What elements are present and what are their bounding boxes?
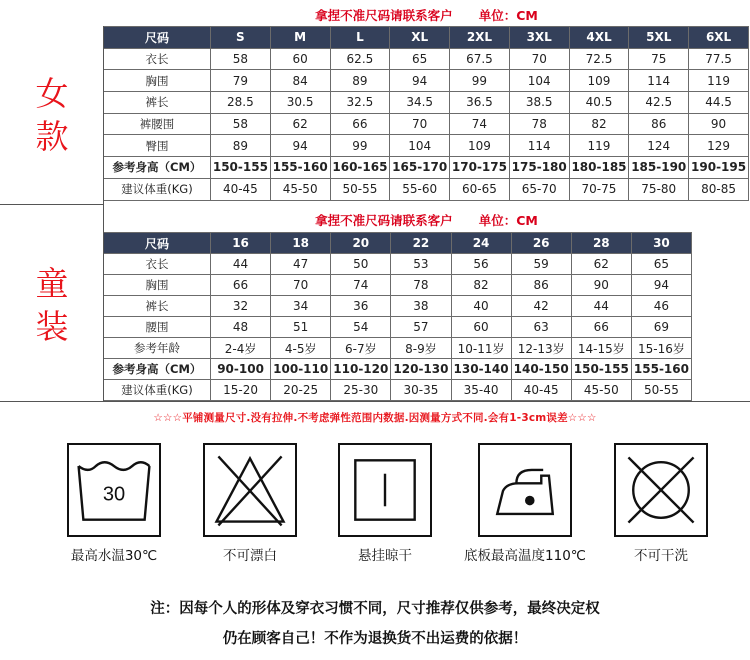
table-row xyxy=(104,157,749,179)
kids-label-char-2: 装 xyxy=(35,307,69,346)
size-column-header: S xyxy=(211,27,271,49)
table-cell: 140-150 xyxy=(511,359,571,380)
size-column-header: 26 xyxy=(511,233,571,254)
table-cell: 28.5 xyxy=(211,92,271,114)
table-cell: 74 xyxy=(450,113,510,135)
table-cell: 175-180 xyxy=(509,157,569,179)
table-cell: 65 xyxy=(631,254,691,275)
table-cell: 40 xyxy=(451,296,511,317)
size-column-header: XL xyxy=(390,27,450,49)
table-cell: 79 xyxy=(211,70,271,92)
table-row xyxy=(104,338,692,359)
hang-dry-icon xyxy=(338,443,432,537)
table-row xyxy=(104,48,749,70)
table-cell: 150-155 xyxy=(571,359,631,380)
table-cell: 63 xyxy=(511,317,571,338)
table-cell: 150-155 xyxy=(211,157,271,179)
size-column-header: 18 xyxy=(271,233,331,254)
care-label-iron: 底板最高温度110℃ xyxy=(464,548,586,564)
women-table-body xyxy=(104,48,749,200)
row-label: 裤长 xyxy=(104,296,211,317)
table-cell: 65-70 xyxy=(509,178,569,200)
table-cell: 58 xyxy=(211,48,271,70)
table-cell: 170-175 xyxy=(450,157,510,179)
table-cell: 165-170 xyxy=(390,157,450,179)
table-cell: 40.5 xyxy=(569,92,629,114)
kids-size-table xyxy=(103,232,692,401)
table-cell: 51 xyxy=(271,317,331,338)
size-column-header: 5XL xyxy=(629,27,689,49)
table-cell: 119 xyxy=(689,70,749,92)
table-cell: 72.5 xyxy=(569,48,629,70)
size-column-header: 16 xyxy=(211,233,271,254)
table-cell: 120-130 xyxy=(391,359,451,380)
women-unit-text: 单位：CM xyxy=(478,8,538,23)
table-cell: 53 xyxy=(391,254,451,275)
table-row xyxy=(104,70,749,92)
size-column-header: 30 xyxy=(631,233,691,254)
table-cell: 66 xyxy=(211,275,271,296)
kids-header-row xyxy=(104,233,692,254)
table-cell: 110-120 xyxy=(331,359,391,380)
table-row xyxy=(104,178,749,200)
table-cell: 62.5 xyxy=(330,48,390,70)
table-cell: 100-110 xyxy=(271,359,331,380)
table-cell: 60 xyxy=(270,48,330,70)
table-cell: 86 xyxy=(511,275,571,296)
left-column-border xyxy=(103,26,104,402)
table-cell: 58 xyxy=(211,113,271,135)
table-cell: 12-13岁 xyxy=(511,338,571,359)
table-cell: 70 xyxy=(271,275,331,296)
row-label: 胸围 xyxy=(104,70,211,92)
table-cell: 104 xyxy=(390,135,450,157)
sizing-note-line-2: 仍在顾客自己！不作为退换货不出运费的依据！ xyxy=(222,631,528,647)
wash-30-icon xyxy=(67,443,161,537)
sizing-note-line-1: 注：因每个人的形体及穿衣习惯不同，尺寸推荐仅供参考，最终决定权 xyxy=(150,601,600,617)
table-cell: 109 xyxy=(450,135,510,157)
table-cell: 38 xyxy=(391,296,451,317)
row-label: 腰围 xyxy=(104,317,211,338)
size-column-header: 2XL xyxy=(450,27,510,49)
table-cell: 65 xyxy=(390,48,450,70)
size-column-header: 3XL xyxy=(509,27,569,49)
row-label: 参考身高（CM） xyxy=(104,359,211,380)
table-cell: 44 xyxy=(571,296,631,317)
table-cell: 50 xyxy=(331,254,391,275)
care-label-no-dry-clean: 不可干洗 xyxy=(634,548,688,564)
table-cell: 50-55 xyxy=(330,178,390,200)
table-cell: 82 xyxy=(569,113,629,135)
table-cell: 77.5 xyxy=(689,48,749,70)
table-cell: 45-50 xyxy=(270,178,330,200)
women-notice-text: 拿捏不准尺码请联系客户 xyxy=(315,8,453,23)
table-cell: 75 xyxy=(629,48,689,70)
table-cell: 8-9岁 xyxy=(391,338,451,359)
table-cell: 104 xyxy=(509,70,569,92)
table-cell: 55-60 xyxy=(390,178,450,200)
table-cell: 70 xyxy=(390,113,450,135)
table-cell: 66 xyxy=(571,317,631,338)
women-size-notice xyxy=(104,6,749,24)
table-cell: 14-15岁 xyxy=(571,338,631,359)
table-row xyxy=(104,275,692,296)
table-cell: 60-65 xyxy=(450,178,510,200)
size-column-header: 4XL xyxy=(569,27,629,49)
size-header-cell: 尺码 xyxy=(104,233,211,254)
row-label: 衣长 xyxy=(104,48,211,70)
table-cell: 6-7岁 xyxy=(331,338,391,359)
table-cell: 34.5 xyxy=(390,92,450,114)
row-label: 裤腰围 xyxy=(104,113,211,135)
kids-unit-text: 单位：CM xyxy=(478,213,538,228)
table-cell: 75-80 xyxy=(629,178,689,200)
table-cell: 129 xyxy=(689,135,749,157)
size-column-header: L xyxy=(330,27,390,49)
table-cell: 40-45 xyxy=(211,178,271,200)
table-cell: 155-160 xyxy=(270,157,330,179)
table-cell: 109 xyxy=(569,70,629,92)
table-cell: 89 xyxy=(211,135,271,157)
table-row xyxy=(104,92,749,114)
table-cell: 42 xyxy=(511,296,571,317)
table-cell: 42.5 xyxy=(629,92,689,114)
size-header-cell: 尺码 xyxy=(104,27,211,49)
table-cell: 119 xyxy=(569,135,629,157)
table-row xyxy=(104,359,692,380)
section-divider xyxy=(0,204,104,205)
table-cell: 62 xyxy=(571,254,631,275)
table-cell: 2-4岁 xyxy=(211,338,271,359)
table-cell: 99 xyxy=(450,70,510,92)
table-cell: 10-11岁 xyxy=(451,338,511,359)
table-row xyxy=(104,317,692,338)
table-cell: 89 xyxy=(330,70,390,92)
women-label-char-1: 女 xyxy=(35,74,69,113)
women-header-row xyxy=(104,27,749,49)
table-cell: 45-50 xyxy=(571,380,631,401)
size-column-header: M xyxy=(270,27,330,49)
size-column-header: 22 xyxy=(391,233,451,254)
table-cell: 59 xyxy=(511,254,571,275)
table-row xyxy=(104,380,692,401)
care-label-no-bleach: 不可漂白 xyxy=(223,548,277,564)
table-row xyxy=(104,113,749,135)
table-cell: 30.5 xyxy=(270,92,330,114)
measurement-disclaimer: ☆☆☆平铺测量尺寸.没有拉伸.不考虑弹性范围内数据.因测量方式不同.会有1-3cm误差☆☆☆ xyxy=(153,412,597,424)
table-row xyxy=(104,254,692,275)
no-bleach-icon xyxy=(203,443,297,537)
kids-table-body xyxy=(104,254,692,401)
kids-label-char-1: 童 xyxy=(35,264,69,303)
no-dry-clean-icon xyxy=(614,443,708,537)
care-instructions xyxy=(0,443,750,573)
table-cell: 30-35 xyxy=(391,380,451,401)
care-label-wash: 最高水温30℃ xyxy=(70,548,158,564)
care-label-hang-dry: 悬挂晾干 xyxy=(358,548,412,564)
bottom-divider xyxy=(0,401,750,402)
table-cell: 90-100 xyxy=(211,359,271,380)
table-cell: 46 xyxy=(631,296,691,317)
table-cell: 86 xyxy=(629,113,689,135)
table-cell: 69 xyxy=(631,317,691,338)
table-cell: 44 xyxy=(211,254,271,275)
table-cell: 70 xyxy=(509,48,569,70)
row-label: 臀围 xyxy=(104,135,211,157)
table-cell: 40-45 xyxy=(511,380,571,401)
table-cell: 114 xyxy=(509,135,569,157)
women-section-label xyxy=(0,72,104,158)
table-cell: 36.5 xyxy=(450,92,510,114)
table-cell: 44.5 xyxy=(689,92,749,114)
table-cell: 82 xyxy=(451,275,511,296)
table-cell: 48 xyxy=(211,317,271,338)
wash-temperature-text: 30 xyxy=(102,483,126,506)
table-cell: 94 xyxy=(390,70,450,92)
row-label: 建议体重(KG) xyxy=(104,380,211,401)
table-cell: 36 xyxy=(331,296,391,317)
table-cell: 60 xyxy=(451,317,511,338)
table-cell: 38.5 xyxy=(509,92,569,114)
table-cell: 130-140 xyxy=(451,359,511,380)
table-cell: 56 xyxy=(451,254,511,275)
table-cell: 124 xyxy=(629,135,689,157)
table-cell: 66 xyxy=(330,113,390,135)
table-cell: 114 xyxy=(629,70,689,92)
women-size-table xyxy=(103,26,749,201)
size-column-header: 6XL xyxy=(689,27,749,49)
table-cell: 32 xyxy=(211,296,271,317)
table-cell: 84 xyxy=(270,70,330,92)
table-cell: 78 xyxy=(391,275,451,296)
table-cell: 94 xyxy=(270,135,330,157)
table-cell: 57 xyxy=(391,317,451,338)
women-label-char-2: 款 xyxy=(35,117,69,156)
table-cell: 15-20 xyxy=(211,380,271,401)
kids-notice-text: 拿捏不准尺码请联系客户 xyxy=(315,213,453,228)
row-label: 建议体重(KG) xyxy=(104,178,211,200)
table-cell: 62 xyxy=(270,113,330,135)
table-row xyxy=(104,135,749,157)
size-column-header: 28 xyxy=(571,233,631,254)
table-cell: 90 xyxy=(571,275,631,296)
row-label: 参考年龄 xyxy=(104,338,211,359)
table-cell: 25-30 xyxy=(331,380,391,401)
table-cell: 155-160 xyxy=(631,359,691,380)
table-cell: 20-25 xyxy=(271,380,331,401)
table-cell: 74 xyxy=(331,275,391,296)
row-label: 胸围 xyxy=(104,275,211,296)
table-cell: 47 xyxy=(271,254,331,275)
table-cell: 15-16岁 xyxy=(631,338,691,359)
table-cell: 67.5 xyxy=(450,48,510,70)
table-cell: 34 xyxy=(271,296,331,317)
kids-size-notice xyxy=(104,211,749,229)
row-label: 裤长 xyxy=(104,92,211,114)
table-cell: 99 xyxy=(330,135,390,157)
table-row xyxy=(104,296,692,317)
table-cell: 180-185 xyxy=(569,157,629,179)
table-cell: 54 xyxy=(331,317,391,338)
table-cell: 160-165 xyxy=(330,157,390,179)
table-cell: 185-190 xyxy=(629,157,689,179)
iron-110-icon xyxy=(478,443,572,537)
table-cell: 80-85 xyxy=(689,178,749,200)
row-label: 衣长 xyxy=(104,254,211,275)
table-cell: 78 xyxy=(509,113,569,135)
table-cell: 70-75 xyxy=(569,178,629,200)
size-column-header: 24 xyxy=(451,233,511,254)
kids-section-label xyxy=(0,262,104,348)
table-cell: 35-40 xyxy=(451,380,511,401)
table-cell: 190-195 xyxy=(689,157,749,179)
table-cell: 94 xyxy=(631,275,691,296)
table-cell: 90 xyxy=(689,113,749,135)
size-column-header: 20 xyxy=(331,233,391,254)
table-cell: 32.5 xyxy=(330,92,390,114)
row-label: 参考身高（CM） xyxy=(104,157,211,179)
table-cell: 50-55 xyxy=(631,380,691,401)
table-cell: 4-5岁 xyxy=(271,338,331,359)
